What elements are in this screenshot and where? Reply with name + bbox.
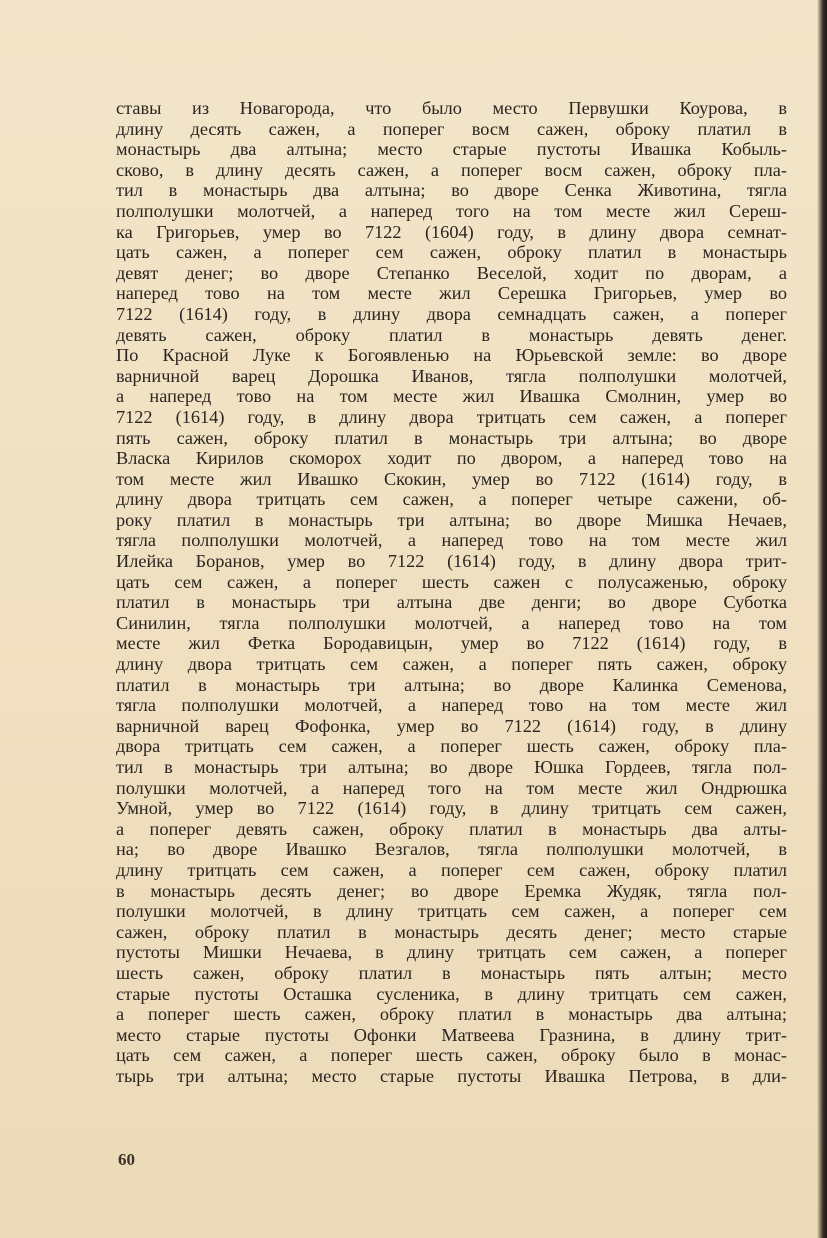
- text-line: полушки молотчей, в длину тритцать сем сажен, а поперег сем: [116, 901, 787, 922]
- text-line: Синилин, тягла полполушки молотчей, а наперед тово на том: [116, 612, 787, 633]
- text-line: а наперед тово на том месте жил Ивашка Смолнин, умер во: [116, 386, 787, 407]
- text-line: сажен, оброку платил в монастырь десять денег; место старые: [116, 921, 787, 942]
- text-line: наперед тово на том месте жил Серешка Григорьев, умер во: [116, 283, 787, 304]
- text-line: року платил в монастырь три алтына; во дворе Мишка Нечаев,: [116, 509, 787, 530]
- text-line: По Красной Луке к Богоявленью на Юрьевской земле: во дворе: [116, 345, 787, 366]
- text-line: а поперег девять сажен, оброку платил в монастырь два алты-: [116, 818, 787, 839]
- text-line: старые пустоты Осташка сусленика, в длину тритцать сем сажен,: [116, 983, 787, 1004]
- text-line: длину тритцать сем сажен, а поперег сем сажен, оброку платил: [116, 859, 787, 880]
- text-line: девят денег; во дворе Степанко Веселой, ходит по дворам, а: [116, 262, 787, 283]
- text-line: пустоты Мишки Нечаева, в длину тритцать сем сажен, а поперег: [116, 942, 787, 963]
- text-line: в монастырь десять денег; во дворе Еремка Жудяк, тягла пол-: [116, 880, 787, 901]
- text-line: платил в монастырь три алтына; во дворе Калинка Семенова,: [116, 674, 787, 695]
- text-line: шесть сажен, оброку платил в монастырь пять алтын; место: [116, 962, 787, 983]
- text-line: тягла полполушки молотчей, а наперед тово на том месте жил: [116, 695, 787, 716]
- text-line: Умной, умер во 7122 (1614) году, в длину тритцать сем сажен,: [116, 798, 787, 819]
- text-line: двора тритцать сем сажен, а поперег шесть сажен, оброку пла-: [116, 736, 787, 757]
- text-line: цать сем сажен, а поперег шесть сажен, оброку было в монас-: [116, 1045, 787, 1066]
- text-line: место старые пустоты Офонки Матвеева Гразнина, в длину трит-: [116, 1024, 787, 1045]
- text-line: а поперег шесть сажен, оброку платил в монастырь два алтына;: [116, 1004, 787, 1025]
- text-line: цать сажен, а поперег сем сажен, оброку платил в монастырь: [116, 242, 787, 263]
- text-line: длину двора тритцать сем сажен, а поперег четыре сажени, об-: [116, 489, 787, 510]
- text-line: монастырь два алтына; место старые пустоты Ивашка Кобыль-: [116, 139, 787, 160]
- text-line: месте жил Фетка Бородавицын, умер во 7122 (1614) году, в: [116, 633, 787, 654]
- text-line: 7122 (1614) году, в длину двора семнадцать сажен, а поперег: [116, 303, 787, 324]
- text-line: Власка Кирилов скоморох ходит по двором, а наперед тово на: [116, 448, 787, 469]
- text-line: платил в монастырь три алтына две денги; во дворе Суботка: [116, 592, 787, 613]
- text-line: тягла полполушки молотчей, а наперед тово на том месте жил: [116, 530, 787, 551]
- text-line: длину десять сажен, а поперег восм сажен, оброку платил в: [116, 118, 787, 139]
- text-line: длину двора тритцать сем сажен, а поперег пять сажен, оброку: [116, 654, 787, 675]
- text-line: 7122 (1614) году, в длину двора тритцать сем сажен, а поперег: [116, 406, 787, 427]
- text-line: Илейка Боранов, умер во 7122 (1614) году, в длину двора трит-: [116, 551, 787, 572]
- text-line: пять сажен, оброку платил в монастырь три алтына; во дворе: [116, 427, 787, 448]
- text-line: тил в монастырь два алтына; во дворе Сенка Животина, тягла: [116, 180, 787, 201]
- text-line: том месте жил Ивашко Скокин, умер во 7122 (1614) году, в: [116, 468, 787, 489]
- page-edge-shadow: [817, 0, 827, 1238]
- text-line: ставы из Новагорода, что было место Первушки Коурова, в: [116, 98, 787, 118]
- text-line: тил в монастырь три алтына; во дворе Юшка Гордеев, тягла пол-: [116, 757, 787, 777]
- text-line: полушки молотчей, а наперед того на том месте жил Ондрюшка: [116, 777, 787, 798]
- text-line: варничной варец Дорошка Иванов, тягла полполушки молотчей,: [116, 365, 787, 386]
- text-line: ка Григорьев, умер во 7122 (1604) году, в длину двора семнат-: [116, 221, 787, 242]
- text-line: тырь три алтына; место старые пустоты Ивашка Петрова, в дли-: [116, 1065, 787, 1086]
- page-number: 60: [118, 1150, 135, 1169]
- text-line: на; во дворе Ивашко Везгалов, тягла полполушки молотчей, в: [116, 839, 787, 860]
- text-line: полполушки молотчей, а наперед того на том месте жил Сереш-: [116, 200, 787, 221]
- text-line: сково, в длину десять сажен, а поперег восм сажен, оброку пла-: [116, 159, 787, 180]
- text-line: девять сажен, оброку платил в монастырь девять денег.: [116, 324, 787, 345]
- text-line: цать сем сажен, а поперег шесть сажен с полусаженью, оброку: [116, 571, 787, 592]
- text-line: варничной варец Фофонка, умер во 7122 (1614) году, в длину: [116, 715, 787, 736]
- body-text: [116, 98, 787, 1087]
